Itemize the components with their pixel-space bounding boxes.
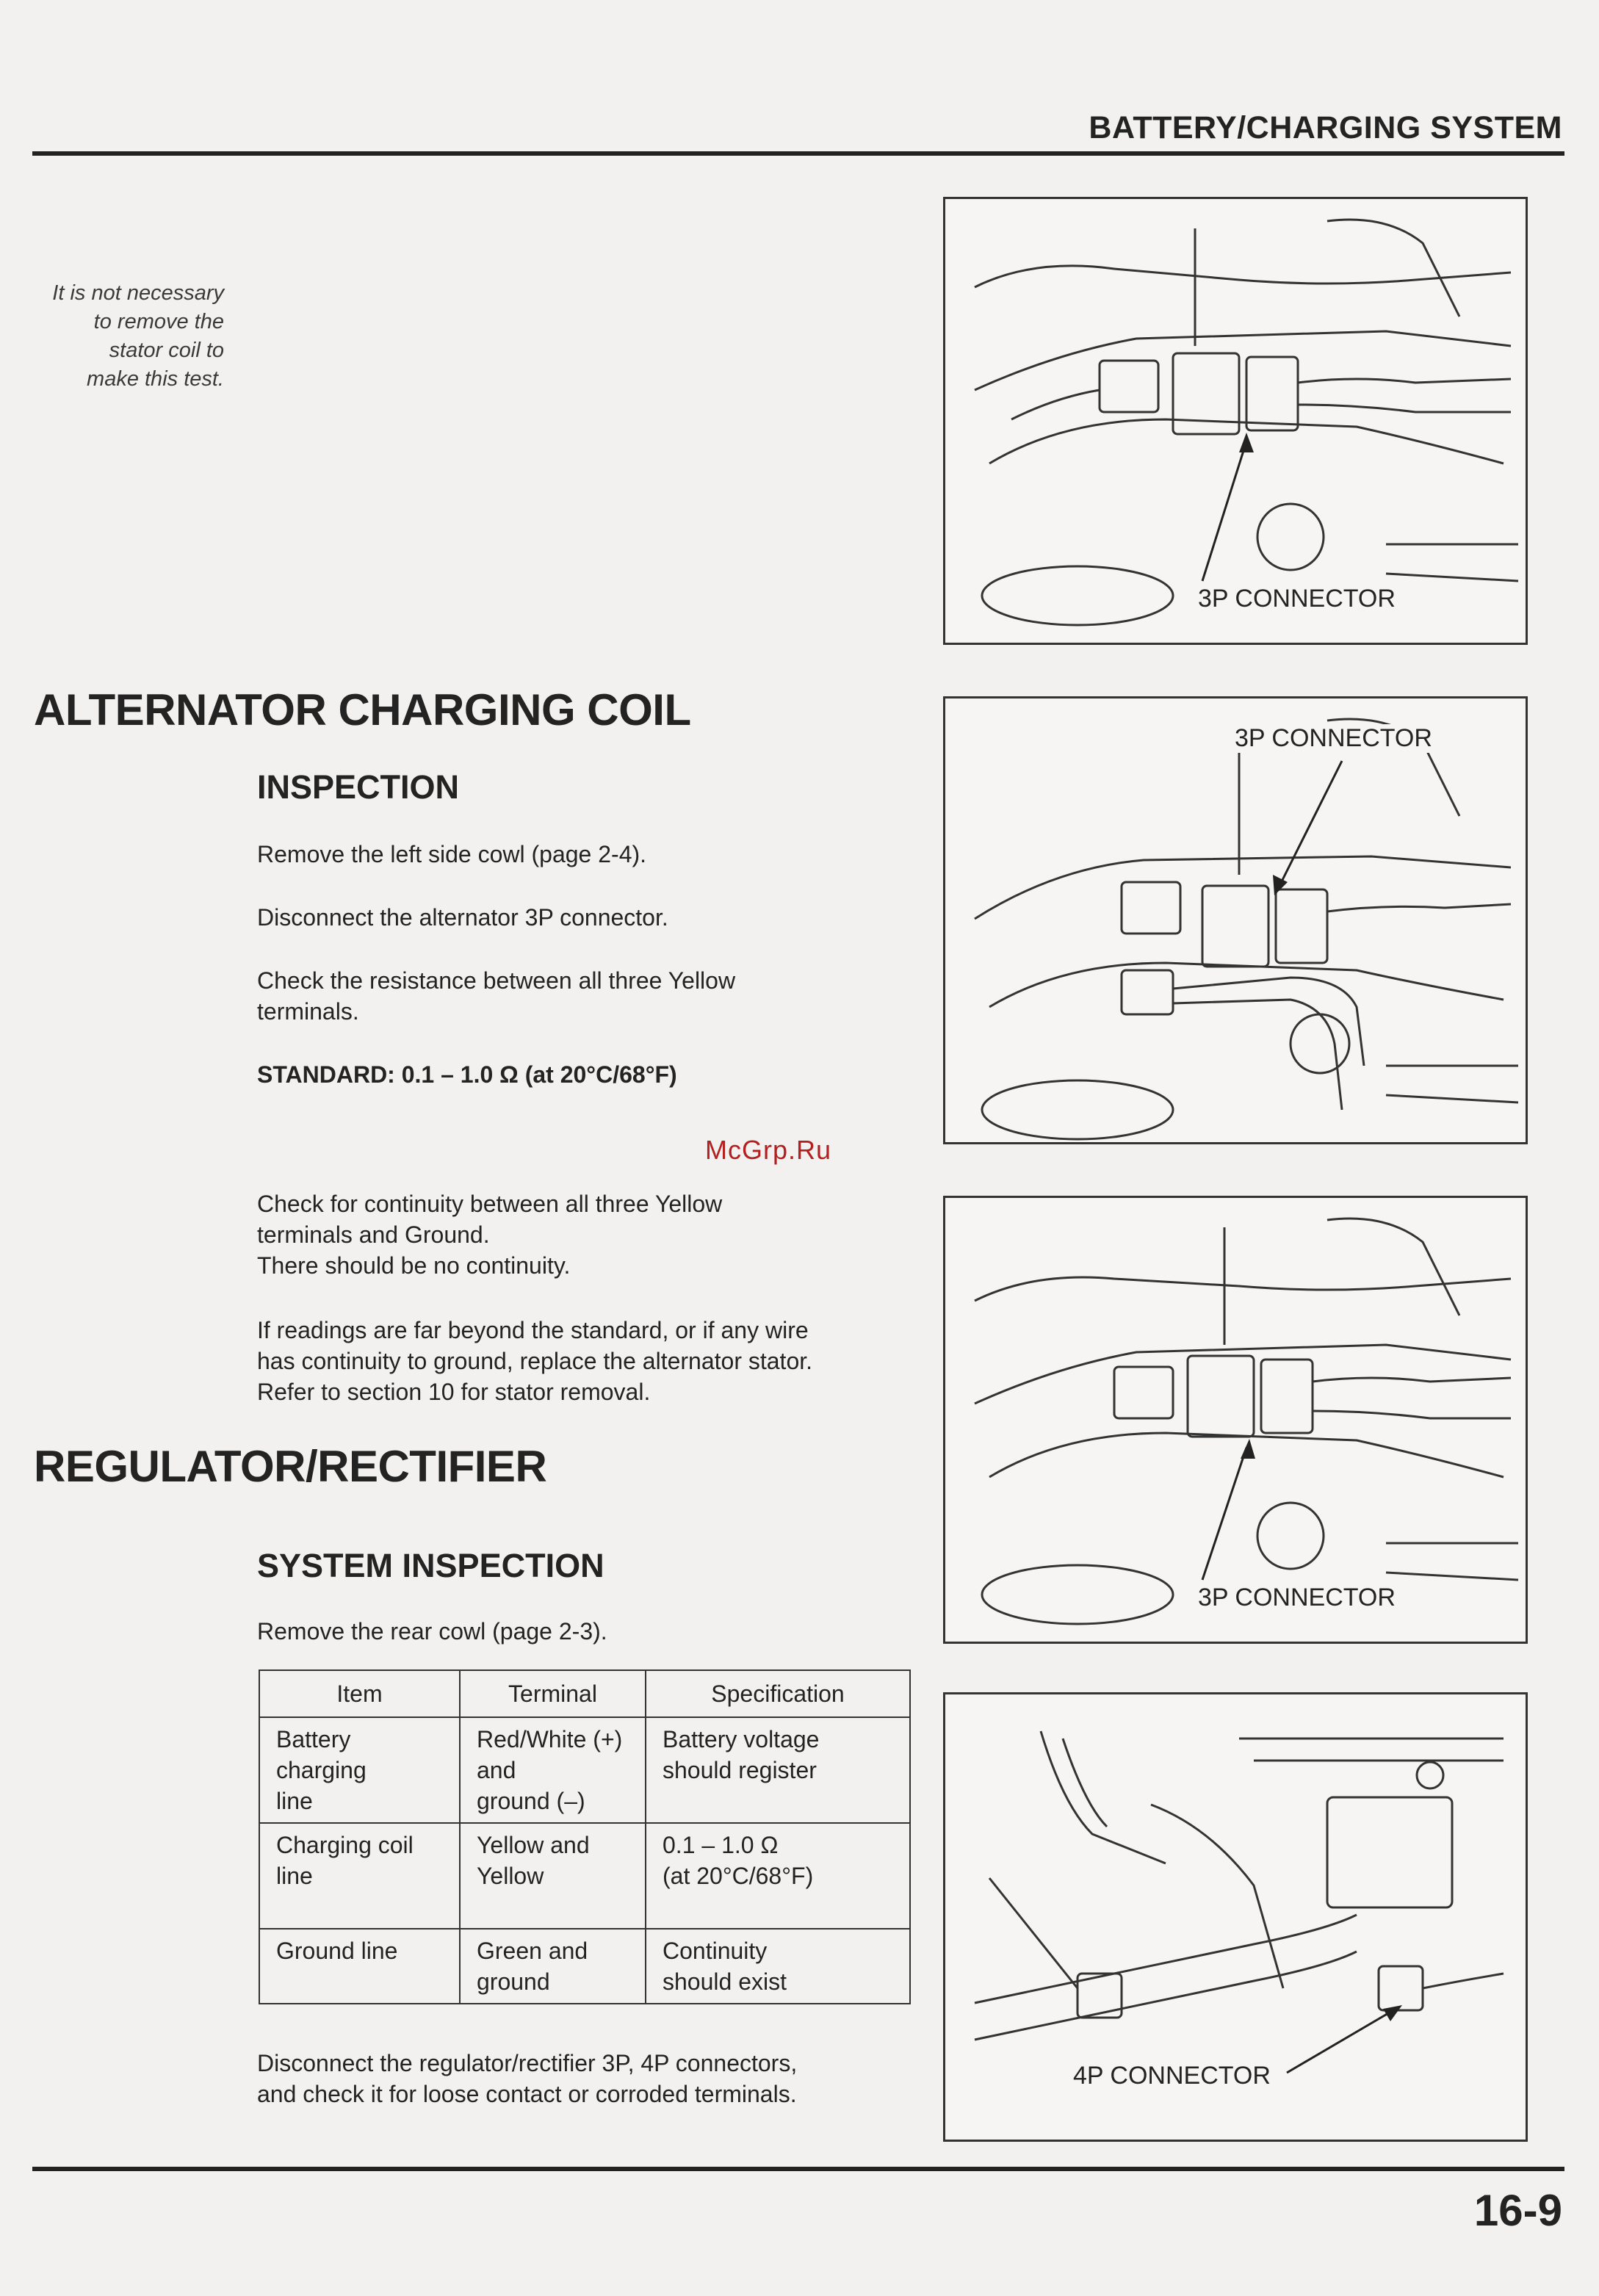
regulator-subheading: SYSTEM INSPECTION — [257, 1547, 604, 1584]
standard-value: STANDARD: 0.1 – 1.0 Ω (at 20°C/68°F) — [257, 1061, 677, 1088]
side-note-line: to remove the — [93, 310, 224, 333]
text-line: Check the resistance between all three Yellow — [257, 967, 736, 994]
cell-line: ground (–) — [477, 1788, 585, 1814]
figure-alternator-connector-3 — [943, 1196, 1528, 1644]
cell-line: Yellow and — [477, 1832, 590, 1858]
alternator-step-1: Remove the left side cowl (page 2-4). — [257, 841, 647, 867]
table-header-row — [259, 1670, 910, 1717]
figure-3-label: 3P CONNECTOR — [1195, 1584, 1398, 1612]
cell-line: charging — [276, 1757, 367, 1783]
regulator-step-1: Remove the rear cowl (page 2-3). — [257, 1618, 607, 1645]
cell-line: should register — [663, 1757, 817, 1783]
cell-terminal — [460, 1823, 646, 1929]
figure-illustration — [945, 1198, 1526, 1642]
text-line: and check it for loose contact or corroded terminals. — [257, 2081, 797, 2107]
alternator-step-2: Disconnect the alternator 3P connector. — [257, 904, 668, 931]
cell-line: should exist — [663, 1968, 787, 1995]
page-number: 16-9 — [1473, 2186, 1562, 2235]
table-row — [259, 1823, 910, 1929]
cell-spec — [646, 1717, 910, 1823]
cell-line: line — [276, 1788, 313, 1814]
figure-4-label: 4P CONNECTOR — [1070, 2062, 1274, 2090]
cell-spec — [646, 1929, 910, 2004]
cell-line: Charging coil — [276, 1832, 414, 1858]
regulator-step-2 — [257, 2048, 918, 2109]
text-line: has continuity to ground, replace the alternator stator. — [257, 1348, 813, 1374]
figure-1-label: 3P CONNECTOR — [1195, 585, 1398, 613]
column-header-specification: Specification — [646, 1670, 910, 1717]
text-line: terminals and Ground. — [257, 1221, 490, 1248]
cell-line: line — [276, 1863, 313, 1889]
cell-item — [259, 1823, 460, 1929]
column-header-terminal: Terminal — [460, 1670, 646, 1717]
section-header-title: BATTERY/CHARGING SYSTEM — [1089, 110, 1562, 145]
figure-regulator-connector — [943, 1692, 1528, 2142]
figure-alternator-connector-1 — [943, 197, 1528, 645]
regulator-heading: REGULATOR/RECTIFIER — [34, 1442, 547, 1491]
cell-line: Battery — [276, 1726, 351, 1752]
alternator-subheading: INSPECTION — [257, 768, 460, 806]
cell-line: Red/White (+) — [477, 1726, 623, 1752]
header-rule — [32, 151, 1564, 156]
text-line: Refer to section 10 for stator removal. — [257, 1379, 651, 1405]
cell-item — [259, 1929, 460, 2004]
figure-illustration — [945, 199, 1526, 643]
cell-line: Continuity — [663, 1938, 768, 1964]
cell-line: and — [477, 1757, 516, 1783]
text-line: Check for continuity between all three Yellow — [257, 1191, 723, 1217]
alternator-step-4 — [257, 1188, 918, 1281]
cell-line: Yellow — [477, 1863, 544, 1889]
watermark: McGrp.Ru — [705, 1135, 832, 1165]
cell-line: Battery voltage — [663, 1726, 820, 1752]
text-line: There should be no continuity. — [257, 1252, 571, 1279]
cell-item — [259, 1717, 460, 1823]
text-line: If readings are far beyond the standard, or if any wire — [257, 1317, 809, 1343]
column-header-item: Item — [259, 1670, 460, 1717]
side-note-line: make this test. — [87, 367, 224, 391]
cell-line: Green and — [477, 1938, 588, 1964]
alternator-step-3 — [257, 965, 918, 1027]
cell-line: ground — [477, 1968, 550, 1995]
side-note-line: stator coil to — [109, 339, 224, 362]
figure-2-label: 3P CONNECTOR — [1232, 724, 1435, 753]
figure-illustration — [945, 698, 1526, 1142]
text-line: Disconnect the regulator/rectifier 3P, 4P connectors, — [257, 2050, 798, 2076]
cell-line: (at 20°C/68°F) — [663, 1863, 814, 1889]
figure-alternator-connector-2 — [943, 696, 1528, 1144]
cell-terminal — [460, 1929, 646, 2004]
table-row — [259, 1717, 910, 1823]
cell-spec — [646, 1823, 910, 1929]
cell-line: 0.1 – 1.0 Ω — [663, 1832, 779, 1858]
cell-terminal — [460, 1717, 646, 1823]
table-row — [259, 1929, 910, 2004]
cell-line: Ground line — [276, 1938, 398, 1964]
footer-rule — [32, 2167, 1564, 2171]
alternator-heading: ALTERNATOR CHARGING COIL — [34, 685, 691, 734]
side-note-line: It is not necessary — [52, 281, 224, 305]
alternator-step-5 — [257, 1315, 918, 1407]
spec-table — [259, 1669, 911, 2004]
text-line: terminals. — [257, 998, 359, 1025]
side-note — [29, 279, 224, 394]
